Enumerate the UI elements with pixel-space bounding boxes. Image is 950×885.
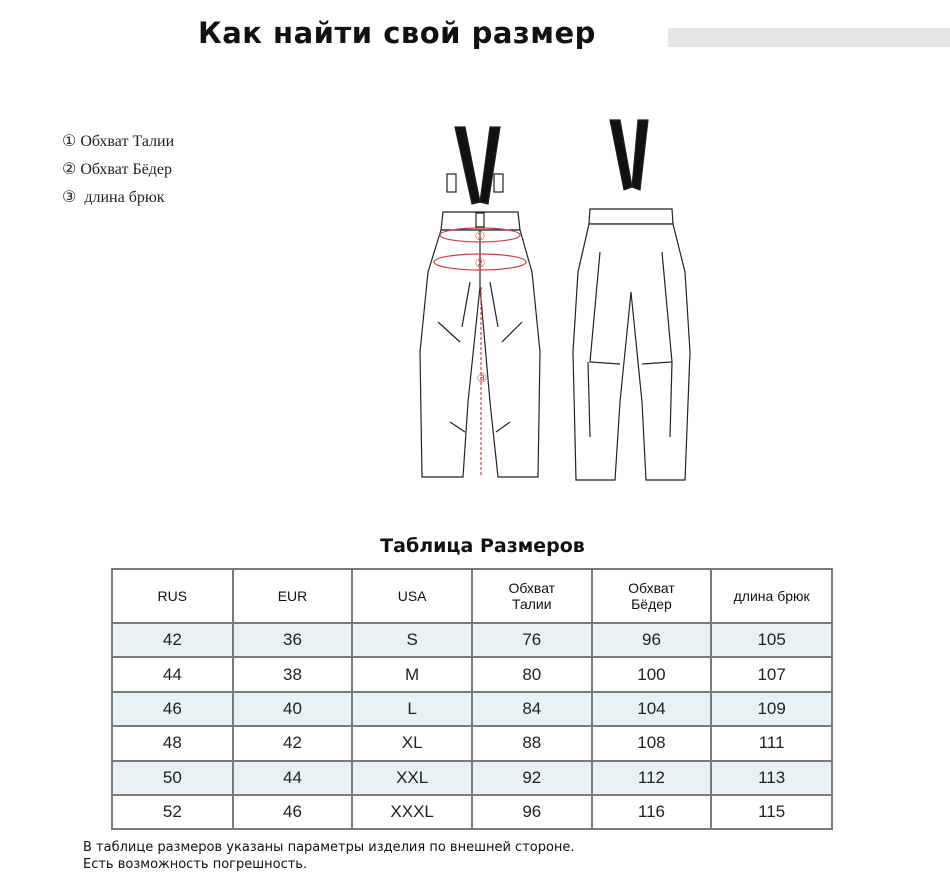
- table-cell: 107: [711, 657, 831, 691]
- disclaimer-note: [83, 839, 575, 873]
- table-cell: 48: [113, 726, 233, 760]
- table-header-row: [113, 570, 831, 623]
- column-header: длина брюк: [711, 570, 831, 623]
- table-row: [113, 657, 831, 691]
- column-header: Обхват Талии: [472, 570, 592, 623]
- table-cell: 44: [113, 657, 233, 691]
- table-cell: 42: [233, 726, 353, 760]
- page-title: Как найти свой размер: [198, 16, 596, 50]
- legend-marker: ②: [62, 161, 77, 178]
- table-cell: 112: [592, 761, 712, 795]
- table-cell: 76: [472, 623, 592, 657]
- column-header: USA: [352, 570, 472, 623]
- table-cell: XXL: [352, 761, 472, 795]
- table-cell: 111: [711, 726, 831, 760]
- size-table-title: Таблица Размеров: [380, 535, 585, 557]
- column-header: Обхват Бёдер: [592, 570, 712, 623]
- table-cell: 44: [233, 761, 353, 795]
- table-row: [113, 692, 831, 726]
- legend-item-length: [62, 184, 174, 212]
- table-cell: 52: [113, 795, 233, 828]
- table-cell: 42: [113, 623, 233, 657]
- table-cell: 105: [711, 623, 831, 657]
- table-row: [113, 623, 831, 657]
- table-cell: 116: [592, 795, 712, 828]
- table-cell: 40: [233, 692, 353, 726]
- table-cell: 50: [113, 761, 233, 795]
- size-table: [111, 568, 833, 830]
- table-cell: 46: [233, 795, 353, 828]
- table-cell: 96: [592, 623, 712, 657]
- table-row: [113, 726, 831, 760]
- column-header: RUS: [113, 570, 233, 623]
- table-cell: 100: [592, 657, 712, 691]
- table-cell: 46: [113, 692, 233, 726]
- legend-item-waist: [62, 128, 174, 156]
- table-cell: 104: [592, 692, 712, 726]
- table-cell: XXXL: [352, 795, 472, 828]
- pants-front-illustration: [420, 127, 540, 477]
- legend-marker: ③: [62, 189, 77, 206]
- table-cell: 80: [472, 657, 592, 691]
- disclaimer-line: В таблице размеров указаны параметры изделия по внешней стороне.: [83, 840, 575, 855]
- pants-diagram: [410, 112, 710, 492]
- table-cell: 84: [472, 692, 592, 726]
- table-cell: 88: [472, 726, 592, 760]
- legend-label: Обхват Бёдер: [80, 161, 172, 178]
- disclaimer-line: Есть возможность погрешность.: [83, 857, 308, 872]
- legend-label: Обхват Талии: [80, 133, 175, 150]
- table-cell: L: [352, 692, 472, 726]
- marker-hips: ②: [474, 256, 486, 270]
- table-cell: 115: [758, 801, 786, 821]
- table-row: [113, 761, 831, 795]
- table-cell: 113: [711, 761, 831, 795]
- column-header: EUR: [233, 570, 353, 623]
- title-decor-bar: [668, 28, 950, 47]
- pants-back-illustration: [573, 120, 690, 480]
- table-cell: 109: [711, 692, 831, 726]
- marker-length: ③: [476, 371, 488, 385]
- legend-item-hips: [62, 156, 174, 184]
- legend-marker: ①: [62, 133, 77, 150]
- table-cell: 38: [233, 657, 353, 691]
- table-cell: S: [352, 623, 472, 657]
- table-cell: 108: [592, 726, 712, 760]
- marker-waist: ①: [474, 229, 486, 243]
- legend-label: длина брюк: [80, 189, 165, 206]
- table-row: [113, 795, 831, 828]
- table-cell: 36: [233, 623, 353, 657]
- table-cell: 92: [472, 761, 592, 795]
- table-cell: M: [352, 657, 472, 691]
- table-cell: XL: [352, 726, 472, 760]
- measurement-legend: [62, 128, 174, 212]
- table-cell: 96: [472, 795, 592, 828]
